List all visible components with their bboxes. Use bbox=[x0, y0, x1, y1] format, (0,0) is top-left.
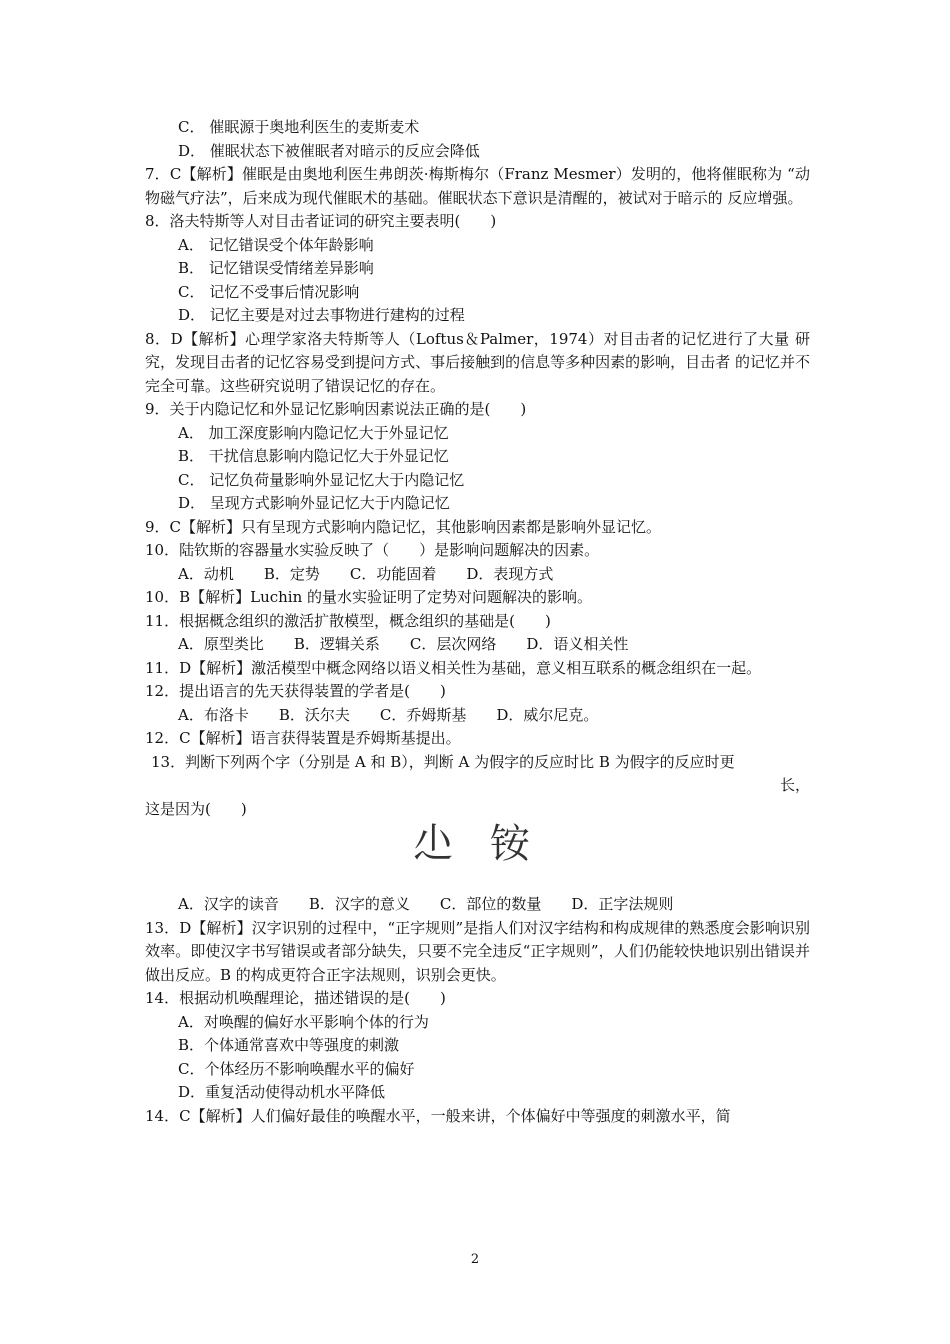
question-line: 8．洛夫特斯等人对目击者证词的研究主要表明( ) bbox=[145, 212, 497, 230]
answer-option: A．动机 B．定势 C．功能固着 D．表现方式 bbox=[178, 564, 554, 583]
q13-options: A．汉字的读音 B．汉字的意义 C．部位的数量 D．正字法规则 bbox=[178, 895, 674, 913]
answer-option: A．对唤醒的偏好水平影响个体的行为 bbox=[178, 1012, 429, 1031]
question-line: 10．B【解析】Luchin 的量水实验证明了定势对问题解决的影响。 bbox=[145, 588, 593, 606]
question-line: 12．提出语言的先天获得装置的学者是( ) bbox=[145, 682, 446, 700]
explanation-paragraph: 8．D【解析】心理学家洛夫特斯等人（Loftus＆Palmer，1974）对目击者的记忆进行了大量 研究，发现目击者的记忆容易受到提问方式、事后接触到的信息等多种因素的影响，目击者 的记忆并不完全可靠。这些研究说明了错误记忆的存在。 bbox=[145, 329, 810, 395]
q13-stem-line1b: 长， bbox=[779, 776, 810, 794]
q13-stem-line2: 这是因为( ) bbox=[145, 799, 247, 818]
page-number: 2 bbox=[470, 1252, 480, 1267]
answer-option: D． 记忆主要是对过去事物进行建构的过程 bbox=[178, 306, 465, 324]
question-line: 9．C【解析】只有呈现方式影响内隐记忆，其他影响因素都是影响外显记忆。 bbox=[145, 517, 662, 536]
document-body bbox=[145, 116, 810, 1128]
character-figure bbox=[145, 821, 810, 883]
answer-option: A．原型类比 B．逻辑关系 C．层次网络 D．语义相关性 bbox=[178, 635, 629, 653]
explanation-paragraph: 7．C【解析】催眠是由奥地利医生弗朗茨·梅斯梅尔（Franz Mesmer）发明的，他将催眠称为 “动物磁气疗法”，后来成为现代催眠术的基础。催眠状态下意识是清醒的，被试对于暗示的 反应增强。 bbox=[145, 165, 810, 207]
explanation-paragraph: 14．C【解析】人们偏好最佳的唤醒水平，一般来讲，个体偏好中等强度的刺激水平，简 bbox=[145, 1106, 731, 1125]
answer-option: C． 记忆不受事后情况影响 bbox=[178, 282, 360, 301]
answer-option: D．重复活动使得动机水平降低 bbox=[178, 1083, 386, 1101]
text-block-top bbox=[145, 116, 810, 751]
answer-option: C． 记忆负荷量影响外显记忆大于内隐记忆 bbox=[178, 470, 465, 489]
figure-characters: 尐 铵 bbox=[413, 821, 542, 867]
answer-option: D． 呈现方式影响外显记忆大于内隐记忆 bbox=[178, 494, 450, 512]
answer-option: A． 加工深度影响内隐记忆大于外显记忆 bbox=[178, 423, 449, 442]
answer-option: B．个体通常喜欢中等强度的刺激 bbox=[178, 1036, 400, 1054]
q13-stem-line1: 13．判断下列两个字（分别是 A 和 B），判断 A 为假字的反应时比 B 为假字的反应时更 bbox=[151, 752, 735, 771]
answer-option: C． 催眠源于奥地利医生的麦斯麦术 bbox=[178, 118, 420, 136]
explanation-paragraph: 13．D【解析】汉字识别的过程中，“正字规则”是指人们对汉字结构和构成规律的熟悉度会影响识别效率。即使汉字书写错误或者部分缺失，只要不完全违反“正字规则”，人们仍能较快地识别出错误并做出反应。B 的构成更符合正字法规则，识别会更快。 bbox=[145, 918, 810, 984]
answer-option: A． 记忆错误受个体年龄影响 bbox=[178, 235, 374, 254]
question-13 bbox=[145, 751, 810, 917]
question-line: 11．根据概念组织的激活扩散模型，概念组织的基础是( ) bbox=[145, 611, 551, 630]
answer-option: D． 催眠状态下被催眠者对暗示的反应会降低 bbox=[178, 141, 480, 160]
question-line: 14．根据动机唤醒理论，描述错误的是( ) bbox=[145, 989, 446, 1007]
answer-option: A．布洛卡 B．沃尔夫 C．乔姆斯基 D．威尔尼克。 bbox=[178, 705, 599, 724]
question-line: 9．关于内隐记忆和外显记忆影响因素说法正确的是( ) bbox=[145, 400, 527, 418]
question-line: 12．C【解析】语言获得装置是乔姆斯基提出。 bbox=[145, 729, 461, 747]
explanation-paragraph: 11．D【解析】激活模型中概念网络以语义相关性为基础，意义相互联系的概念组织在一起。 bbox=[145, 658, 762, 677]
text-block-bottom bbox=[145, 917, 810, 1129]
answer-option: C．个体经历不影响唤醒水平的偏好 bbox=[178, 1059, 415, 1078]
question-line: 10．陆钦斯的容器量水实验反映了（ ）是影响问题解决的因素。 bbox=[145, 541, 600, 559]
answer-option: B． 干扰信息影响内隐记忆大于外显记忆 bbox=[178, 447, 449, 465]
answer-option: B． 记忆错误受情绪差异影响 bbox=[178, 259, 374, 277]
